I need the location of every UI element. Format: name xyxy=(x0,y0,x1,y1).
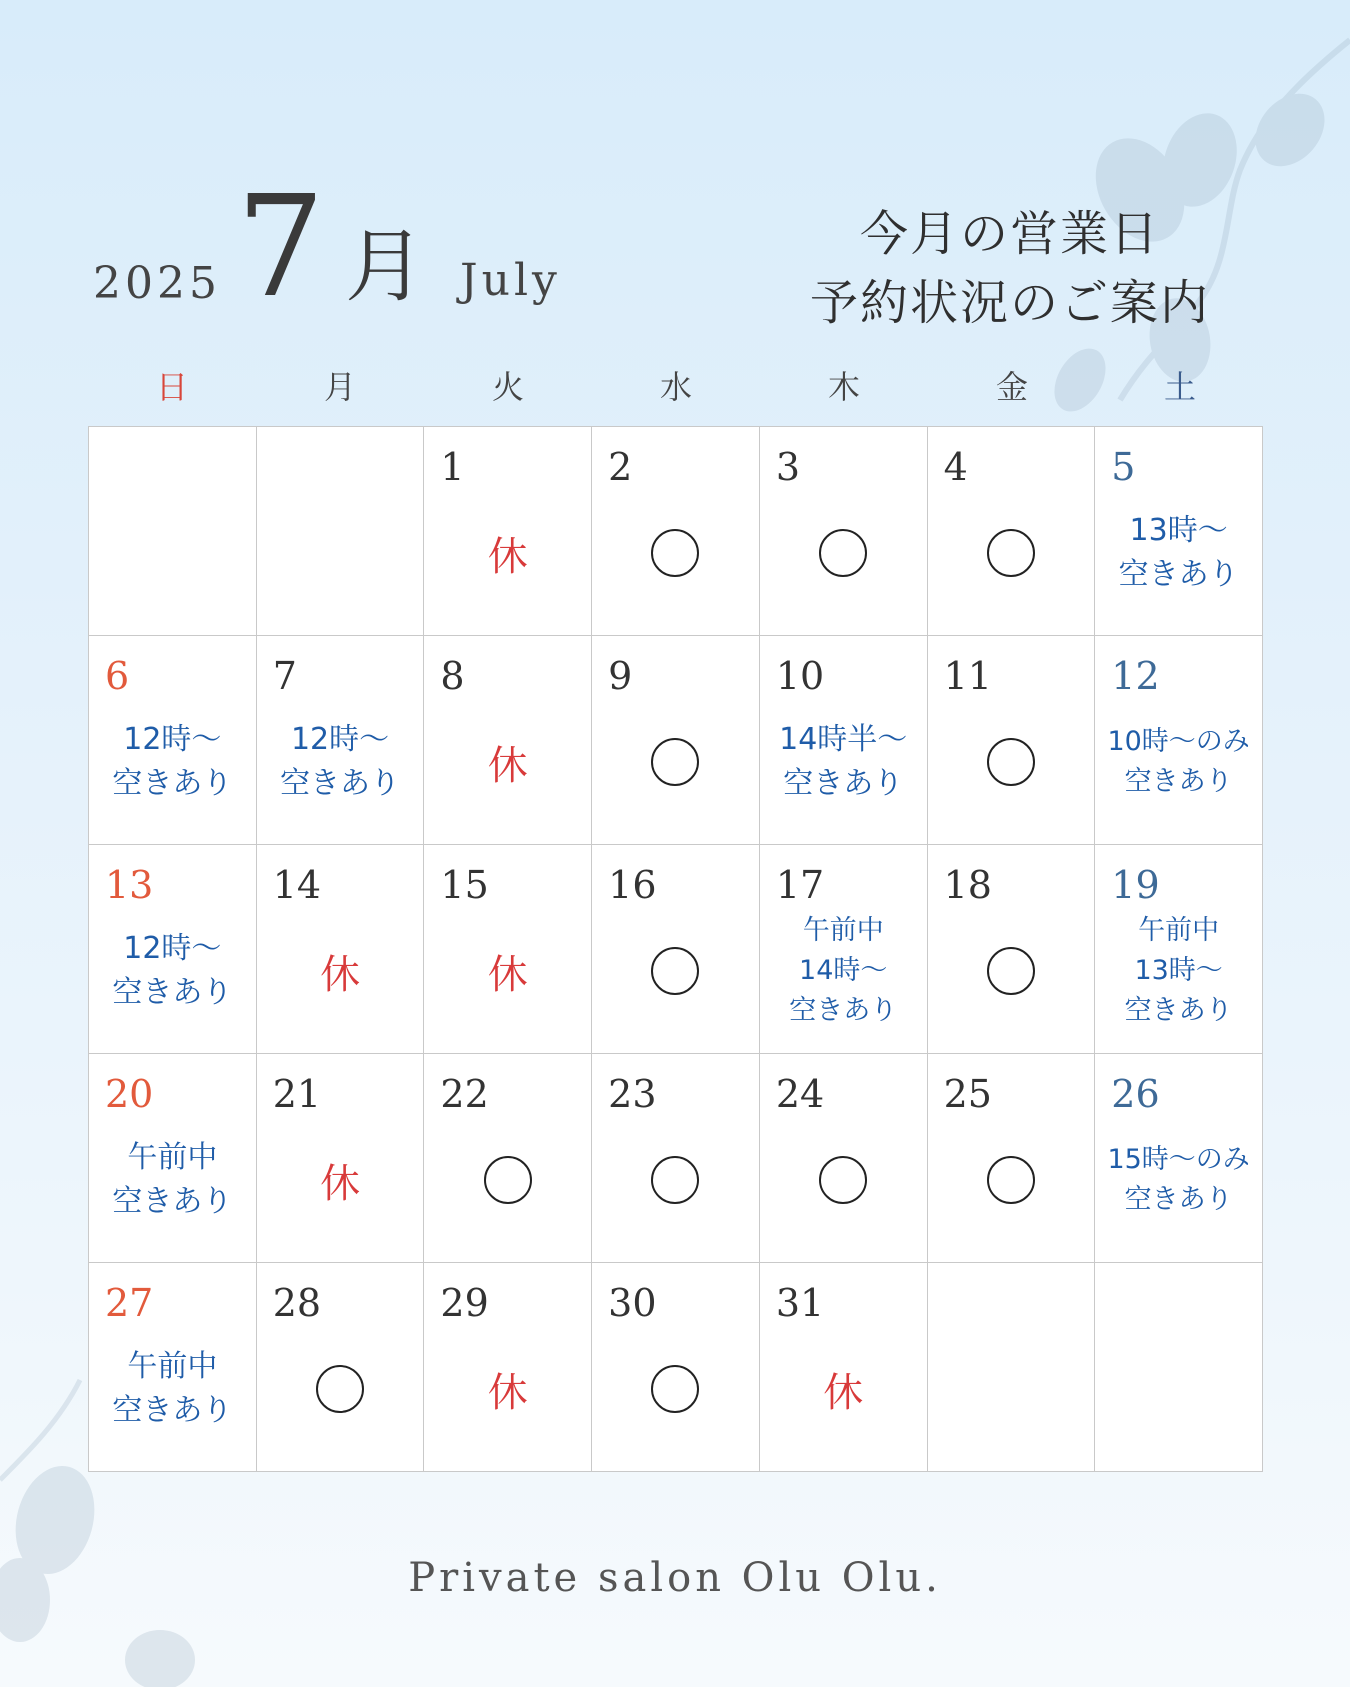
day-status xyxy=(424,1054,591,1262)
circle-icon xyxy=(987,947,1035,995)
closed-label: 休 xyxy=(823,1369,864,1416)
calendar-day-6 xyxy=(89,636,257,845)
calendar-day-28 xyxy=(257,1263,425,1472)
closed-label: 休 xyxy=(320,951,361,998)
day-number: 3 xyxy=(775,445,801,489)
calendar-day-9 xyxy=(592,636,760,845)
calendar-day-18 xyxy=(928,845,1096,1054)
calendar-empty-cell xyxy=(89,427,257,636)
day-status xyxy=(257,1263,424,1471)
day-status xyxy=(928,1054,1095,1262)
closed-label: 休 xyxy=(487,533,528,580)
calendar-day-30 xyxy=(592,1263,760,1472)
day-number: 25 xyxy=(943,1072,992,1116)
calendar-day-19 xyxy=(1095,845,1263,1054)
calendar-day-4 xyxy=(928,427,1096,636)
day-number: 23 xyxy=(608,1072,657,1116)
month-number: 7 xyxy=(236,166,326,329)
circle-icon xyxy=(819,529,867,577)
header xyxy=(0,0,1350,340)
weekday-thu: 木 xyxy=(827,368,860,406)
calendar-day-2 xyxy=(592,427,760,636)
circle-icon xyxy=(987,529,1035,577)
calendar-day-5 xyxy=(1095,427,1263,636)
month-kanji: 月 xyxy=(345,220,425,313)
day-status xyxy=(760,1054,927,1262)
day-number: 16 xyxy=(608,863,657,907)
day-status xyxy=(592,845,759,1053)
day-status xyxy=(257,636,424,844)
calendar-day-22 xyxy=(424,1054,592,1263)
availability-note: 午前中 14時〜 空きあり xyxy=(789,915,898,1026)
circle-icon xyxy=(651,1156,699,1204)
day-status xyxy=(1095,1054,1262,1262)
day-status xyxy=(760,1263,927,1471)
day-number: 14 xyxy=(272,863,322,907)
calendar-day-15 xyxy=(424,845,592,1054)
day-status xyxy=(257,1054,424,1262)
availability-note: 午前中 空きあり xyxy=(112,1349,233,1428)
calendar-day-3 xyxy=(760,427,928,636)
weekday-mon: 月 xyxy=(323,368,356,406)
day-number: 17 xyxy=(775,863,825,907)
page-title-line2: 予約状況のご案内 xyxy=(809,275,1210,331)
calendar-empty-cell xyxy=(257,427,425,636)
weekday-sat: 土 xyxy=(1163,368,1196,406)
day-number: 10 xyxy=(775,654,825,698)
calendar-day-1 xyxy=(424,427,592,636)
circle-icon xyxy=(651,1365,699,1413)
day-number: 12 xyxy=(1111,654,1160,698)
availability-note: 12時〜 空きあり xyxy=(280,722,401,801)
weekday-fri: 金 xyxy=(995,368,1028,406)
day-status xyxy=(89,636,256,844)
day-status xyxy=(928,636,1095,844)
day-status xyxy=(928,427,1095,635)
circle-icon xyxy=(484,1156,532,1204)
circle-icon xyxy=(651,529,699,577)
year-label: 2025 xyxy=(93,258,221,309)
calendar-day-17 xyxy=(760,845,928,1054)
availability-note: 午前中 空きあり xyxy=(112,1140,233,1219)
day-number: 19 xyxy=(1111,863,1160,907)
availability-note: 13時〜 空きあり xyxy=(1118,513,1239,592)
day-status xyxy=(592,1054,759,1262)
day-status xyxy=(424,636,591,844)
calendar-day-29 xyxy=(424,1263,592,1472)
day-number: 18 xyxy=(943,863,992,907)
circle-icon xyxy=(651,738,699,786)
circle-icon xyxy=(819,1156,867,1204)
day-number: 20 xyxy=(105,1072,154,1116)
day-number: 7 xyxy=(272,654,297,698)
calendar-day-7 xyxy=(257,636,425,845)
day-number: 30 xyxy=(608,1281,657,1325)
closed-label: 休 xyxy=(487,951,528,998)
day-number: 22 xyxy=(440,1072,489,1116)
page-title-line1: 今月の営業日 xyxy=(859,206,1160,262)
calendar-day-21 xyxy=(257,1054,425,1263)
day-status xyxy=(1095,845,1262,1053)
day-status xyxy=(424,845,591,1053)
day-status xyxy=(592,636,759,844)
calendar-day-11 xyxy=(928,636,1096,845)
availability-note: 14時半〜 空きあり xyxy=(779,722,908,801)
day-number: 29 xyxy=(440,1281,489,1325)
day-number: 6 xyxy=(105,654,130,698)
calendar-day-27 xyxy=(89,1263,257,1472)
calendar-day-14 xyxy=(257,845,425,1054)
calendar-day-10 xyxy=(760,636,928,845)
day-number: 21 xyxy=(272,1072,322,1116)
calendar-day-12 xyxy=(1095,636,1263,845)
day-number: 5 xyxy=(1111,445,1136,489)
weekday-sun: 日 xyxy=(155,368,188,406)
day-status xyxy=(89,845,256,1053)
calendar-day-26 xyxy=(1095,1054,1263,1263)
day-status xyxy=(592,1263,759,1471)
closed-label: 休 xyxy=(487,1369,528,1416)
day-number: 11 xyxy=(943,654,992,698)
day-status xyxy=(760,845,927,1053)
day-number: 9 xyxy=(608,654,633,698)
availability-note: 12時〜 空きあり xyxy=(112,722,233,801)
day-number: 26 xyxy=(1111,1072,1160,1116)
day-number: 8 xyxy=(440,654,465,698)
circle-icon xyxy=(316,1365,364,1413)
day-number: 13 xyxy=(105,863,154,907)
day-number: 2 xyxy=(608,445,633,489)
day-number: 1 xyxy=(440,445,465,489)
weekday-wed: 水 xyxy=(659,368,692,406)
calendar-day-16 xyxy=(592,845,760,1054)
day-number: 27 xyxy=(105,1281,154,1325)
weekday-tue: 火 xyxy=(491,368,524,406)
day-status xyxy=(1095,636,1262,844)
closed-label: 休 xyxy=(487,742,528,789)
day-status xyxy=(760,636,927,844)
month-english: July xyxy=(460,255,561,306)
closed-label: 休 xyxy=(320,1160,361,1207)
day-status xyxy=(424,427,591,635)
day-status xyxy=(592,427,759,635)
circle-icon xyxy=(987,1156,1035,1204)
calendar-day-13 xyxy=(89,845,257,1054)
calendar-empty-cell xyxy=(928,1263,1096,1472)
day-number: 4 xyxy=(943,445,968,489)
calendar-day-24 xyxy=(760,1054,928,1263)
calendar-empty-cell xyxy=(1095,1263,1263,1472)
day-number: 28 xyxy=(272,1281,322,1325)
day-status xyxy=(928,845,1095,1053)
availability-note: 12時〜 空きあり xyxy=(112,931,233,1010)
day-number: 15 xyxy=(440,863,489,907)
calendar-day-8 xyxy=(424,636,592,845)
calendar-grid xyxy=(88,426,1263,1472)
calendar-day-20 xyxy=(89,1054,257,1263)
footer-salon-name: Private salon Olu Olu. xyxy=(408,1555,942,1601)
day-status xyxy=(257,845,424,1053)
day-number: 24 xyxy=(775,1072,825,1116)
availability-note: 午前中 13時〜 空きあり xyxy=(1124,915,1233,1026)
day-status xyxy=(89,1263,256,1471)
day-status xyxy=(424,1263,591,1471)
circle-icon xyxy=(651,947,699,995)
calendar-day-25 xyxy=(928,1054,1096,1263)
calendar-day-23 xyxy=(592,1054,760,1263)
availability-note: 15時〜のみ 空きあり xyxy=(1107,1144,1250,1215)
day-status xyxy=(1095,427,1262,635)
weekday-header xyxy=(88,362,1264,408)
availability-note: 10時〜のみ 空きあり xyxy=(1107,726,1250,797)
day-number: 31 xyxy=(775,1281,825,1325)
day-status xyxy=(89,1054,256,1262)
calendar-day-31 xyxy=(760,1263,928,1472)
day-status xyxy=(760,427,927,635)
circle-icon xyxy=(987,738,1035,786)
